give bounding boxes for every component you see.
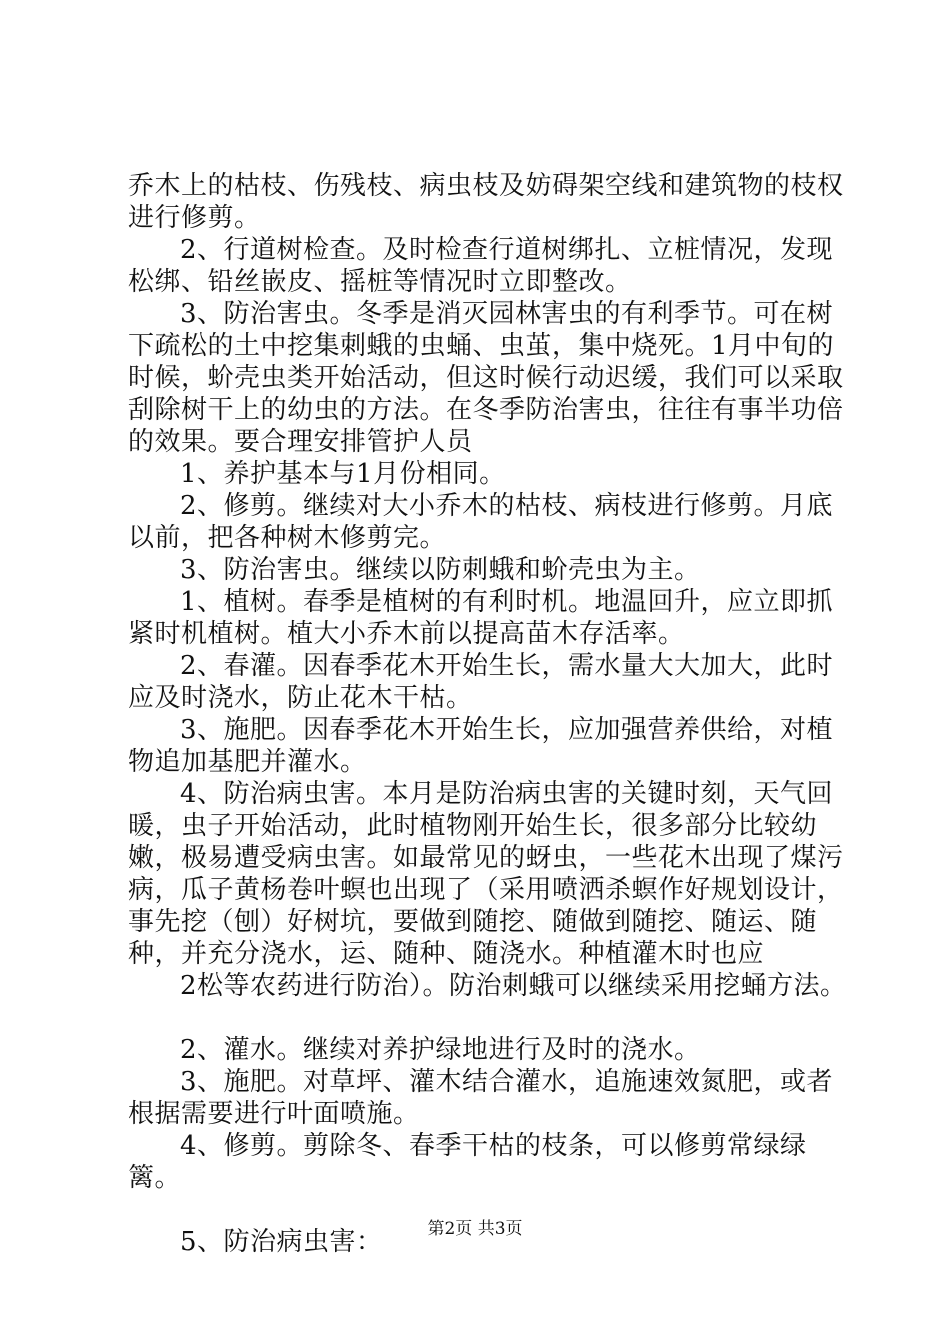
paragraph-5: 2、修剪。继续对大小乔木的枯枝、病枝进行修剪。月底以前，把各种树木修剪完。 [128, 491, 834, 553]
paragraph-9: 3、施肥。因春季花木开始生长，应加强营养供给，对植物追加基肥并灌水。 [128, 715, 834, 777]
paragraph-14: 4、修剪。剪除冬、春季干枯的枝条，可以修剪常绿绿篱。 [128, 1131, 807, 1193]
paragraph-11: 2松等农药进行防治）。防治刺蛾可以继续采用挖蛹方法。 [180, 971, 847, 1001]
paragraph-8: 2、春灌。因春季花木开始生长，需水量大大加大，此时应及时浇水，防止花木干枯。 [128, 651, 834, 713]
document-body [128, 170, 848, 1258]
paragraph-3: 3、防治害虫。冬季是消灭园林害虫的有利季节。可在树下疏松的土中挖集刺蛾的虫蛹、虫茧，集中烧死。1月中旬的时候，蚧壳虫类开始活动，但这时候行动迟缓，我们可以采取刮除树干上的幼虫的方法。在冬季防治害虫，往往有事半功倍的效果。要合理安排管护人员 [128, 299, 844, 457]
page-number: 第2页 共3页 [427, 1219, 523, 1239]
paragraph-2: 2、行道树检查。及时检查行道树绑扎、立桩情况，发现松绑、铅丝嵌皮、摇桩等情况时立即整改。 [128, 235, 834, 297]
paragraph-12: 2、灌水。继续对养护绿地进行及时的浇水。 [180, 1035, 701, 1065]
paragraph-gap [128, 1002, 848, 1034]
paragraph-15: 5、防治病虫害： [180, 1227, 383, 1257]
paragraph-1: 乔木上的枯枝、伤残枝、病虫枝及妨碍架空线和建筑物的枝权进行修剪。 [128, 171, 844, 233]
paragraph-7: 1、植树。春季是植树的有利时机。地温回升，应立即抓紧时机植树。植大小乔木前以提高苗木存活率。 [128, 587, 834, 649]
paragraph-10: 4、防治病虫害。本月是防治病虫害的关键时刻，天气回暖，虫子开始活动，此时植物刚开始生长，很多部分比较幼嫩，极易遭受病虫害。如最常见的蚜虫，一些花木出现了煤污病，瓜子黄杨卷叶螟也出现了（采用喷洒杀螟作好规划设计，事先挖（刨）好树坑，要做到随挖、随做到随挖、随运、随种，并充分浇水，运、随种、随浇水。种植灌木时也应 [128, 779, 844, 969]
paragraph-4: 1、养护基本与1月份相同。 [180, 459, 506, 489]
paragraph-13: 3、施肥。对草坪、灌木结合灌水，追施速效氮肥，或者根据需要进行叶面喷施。 [128, 1067, 834, 1129]
paragraph-6: 3、防治害虫。继续以防刺蛾和蚧壳虫为主。 [180, 555, 701, 585]
